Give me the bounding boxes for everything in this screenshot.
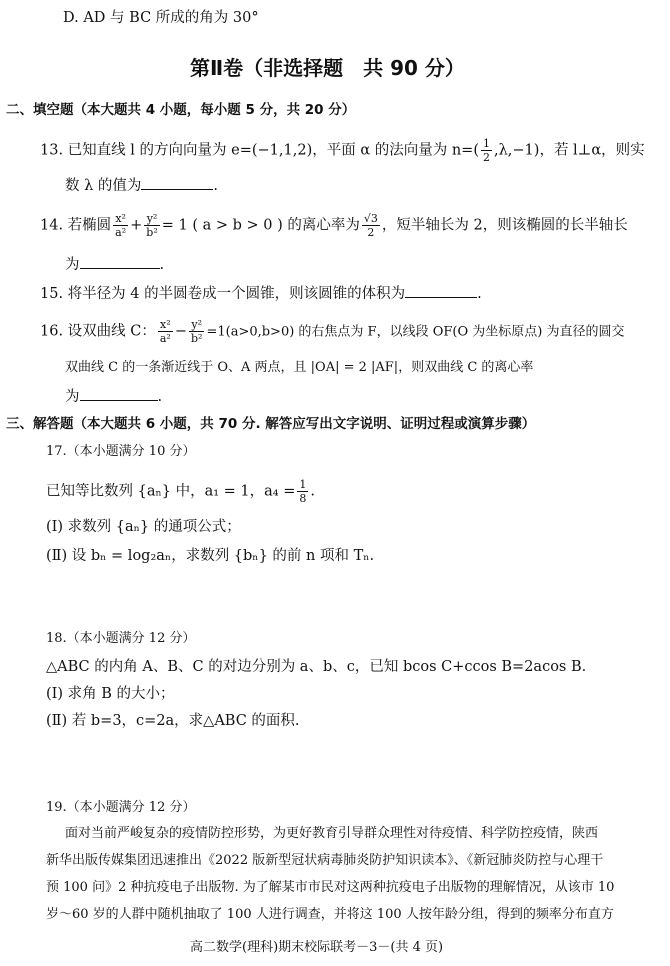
question-19-para-3: 预 100 问》2 种抗疫电子出版物. 为了解某市市民对这两种抗疫电子出版物的理解情况，从该市 10: [46, 880, 615, 895]
question-17-part-2: (Ⅱ) 设 bₙ = log₂aₙ，求数列 {bₙ} 的前 n 项和 Tₙ.: [46, 548, 375, 564]
q13-text-a: 13. 已知直线 l 的方向向量为 e=(−1,1,2)，平面 α 的法向量为 n=(: [40, 142, 479, 159]
option-d: D. AD 与 BC 所成的角为 30°: [63, 10, 259, 26]
question-13-line-2: 数 λ 的值为 .: [65, 175, 218, 196]
page-footer: 高二数学(理科)期末校际联考－3－(共 4 页): [190, 940, 444, 955]
section-3-heading: 三、解答题（本大题共 6 小题，共 70 分. 解答应写出文字说明、证明过程或演算步骤）: [6, 416, 536, 432]
answer-blank: [141, 175, 213, 190]
question-13-line-1: [40, 137, 645, 164]
question-16-line-2: 双曲线 C 的一条渐近线于 O、A 两点，且 |OA| = 2 |AF|，则双曲线 C 的离心率: [65, 360, 534, 375]
question-17-part-1: (Ⅰ) 求数列 {aₙ} 的通项公式；: [46, 519, 241, 535]
question-15: 15. 将半径为 4 的半圆卷成一个圆锥，则该圆锥的体积为 .: [40, 283, 482, 304]
question-17-heading: 17.（本小题满分 10 分）: [46, 444, 196, 459]
question-19-para-1: 面对当前严峻复杂的疫情防控形势，为更好教育引导群众理性对待疫情、科学防控疫情，陕西: [65, 826, 599, 841]
question-19-para-2: 新华出版传媒集团迅速推出《2022 版新型冠状病毒肺炎防护知识读本》、《新冠肺炎防控与心理干: [46, 853, 604, 868]
question-18-stem: △ABC 的内角 A、B、C 的对边分别为 a、b、c，已知 bcos C+ccos B=2acos B.: [46, 659, 587, 675]
question-18-heading: 18.（本小题满分 12 分）: [46, 631, 196, 646]
question-16-line-1: 16. 设双曲线 C： $\frac{\text{x²}}{\text{a²}}$ − $\frac{\text{y²}}{\text{b²}}$ =1(a>0,b>0) 的右焦点为 F，以线段 OF(O 为坐标原点) 为直径的圆交: [40, 318, 625, 345]
section-2-heading: 二、填空题（本大题共 4 小题，每小题 5 分，共 20 分）: [6, 102, 356, 118]
answer-blank: [80, 254, 160, 269]
question-17-stem: 已知等比数列 {aₙ} 中，a₁ = 1，a₄ = $\frac{1}{8}$ .: [46, 478, 315, 505]
question-18-part-1: (Ⅰ) 求角 B 的大小；: [46, 686, 175, 702]
q13-fraction: $\frac{1}{2}$: [483, 137, 490, 164]
question-19-heading: 19.（本小题满分 12 分）: [46, 800, 196, 815]
question-19-para-4: 岁～60 岁的人群中随机抽取了 100 人进行调查，并将这 100 人按年龄分组，得到的频率分布直方: [46, 907, 614, 922]
question-14-line-1: 14. 若椭圆 $\frac{\text{x²}}{\text{a²}}$ + $\frac{\text{y²}}{\text{b²}}$ = 1 ( a > b > 0 ) 的离心率为 $\frac{√3}{2}$ ，短半轴长为 2，则该椭圆的长半轴长: [40, 212, 628, 239]
question-16-line-3: 为 .: [65, 386, 162, 407]
part-title: 第Ⅱ卷（非选择题 共 90 分）: [190, 56, 465, 80]
answer-blank: [405, 283, 477, 298]
q13-text-b: ,λ,−1)，若 l⊥α，则实: [494, 142, 645, 159]
question-14-line-2: 为 .: [65, 254, 164, 275]
answer-blank: [80, 386, 158, 401]
question-18-part-2: (Ⅱ) 若 b=3，c=2a，求△ABC 的面积.: [46, 713, 300, 729]
